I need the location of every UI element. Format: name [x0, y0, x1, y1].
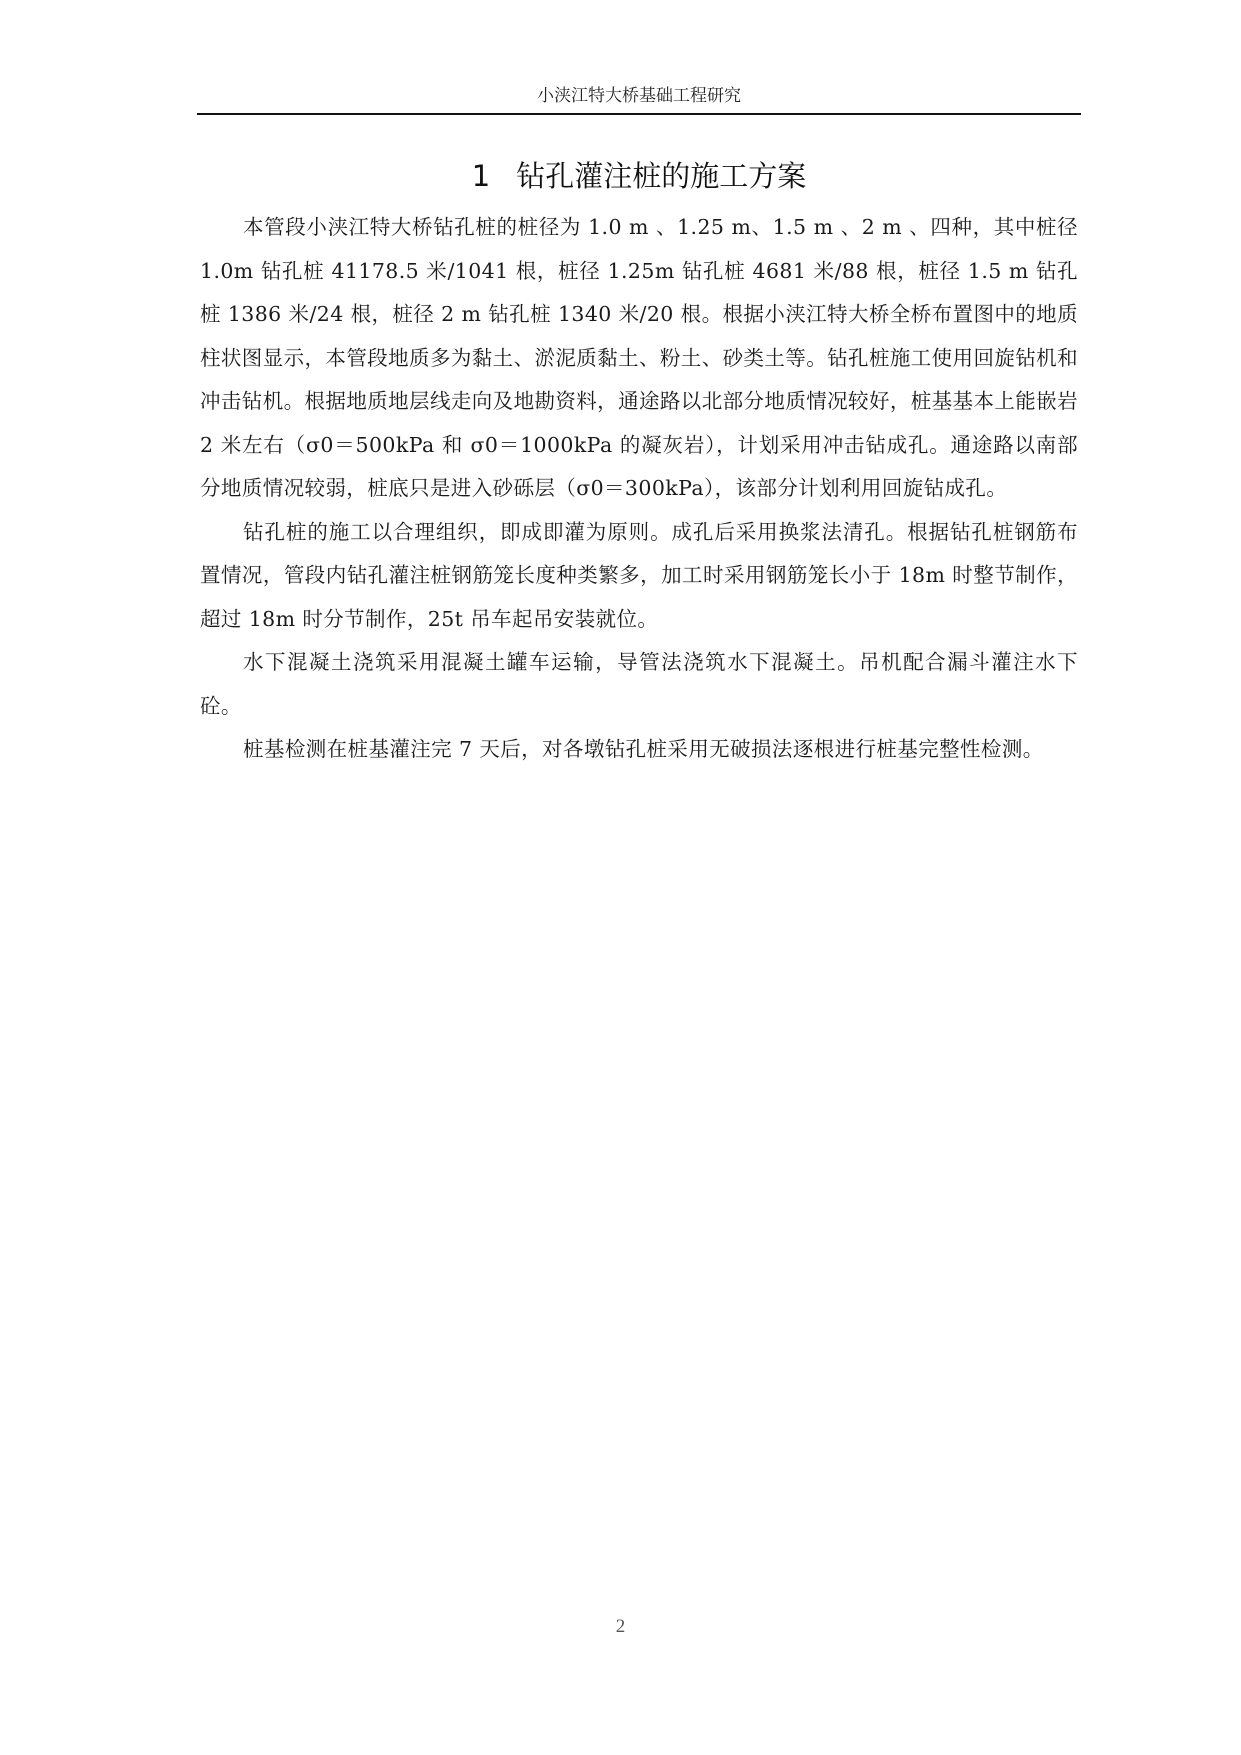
running-header: 小浃江特大桥基础工程研究 [537, 86, 741, 106]
body-text [200, 206, 1078, 772]
paragraph-construction-principle: 钻孔桩的施工以合理组织，即成即灌为原则。成孔后采用换浆法清孔。根据钻孔桩钢筋布置情况，管段内钻孔灌注桩钢筋笼长度种类繁多，加工时采用钢筋笼长小于 18m 时整节制作，超过 18m 时分节制作，25t 吊车起吊安装就位。 [200, 519, 1078, 631]
chapter-number: 1 [471, 159, 491, 193]
page-number: 2 [615, 1616, 626, 1637]
paragraph-pile-testing: 桩基检测在桩基灌注完 7 天后，对各墩钻孔桩采用无破损法逐根进行桩基完整性检测。 [243, 737, 1044, 761]
chapter-title [197, 156, 1081, 196]
chapter-title-text: 钻孔灌注桩的施工方案 [516, 159, 807, 193]
paragraph-concrete-pouring: 水下混凝土浇筑采用混凝土罐车运输，导管法浇筑水下混凝土。吊机配合漏斗灌注水下砼。 [200, 650, 1078, 718]
paragraph-pile-specs: 本管段小浃江特大桥钻孔桩的桩径为 1.0 m 、1.25 m、1.5 m 、2 m 、四种，其中桩径 1.0m 钻孔桩 41178.5 米/1041 根，桩径 1.25m 钻孔桩 4681 米/88 根，桩径 1.5 m 钻孔桩 1386 米/24 根，桩径 2 m 钻孔桩 1340 米/20 根。根据小浃江特大桥全桥布置图中的地质柱状图显示，本管段地质多为黏土、淤泥质黏土、粉土、砂类土等。钻孔桩施工使用回旋钻机和冲击钻机。根据地质地层线走向及地勘资料，通途路以北部分地质情况较好，桩基基本上能嵌岩 2 米左右（σ0＝500kPa 和 σ0＝1000kPa 的凝灰岩），计划采用冲击钻成孔。通途路以南部分地质情况较弱，桩底只是进入砂砾层（σ0＝300kPa），该部分计划利用回旋钻成孔。 [200, 215, 1078, 500]
header-rule [197, 113, 1081, 115]
